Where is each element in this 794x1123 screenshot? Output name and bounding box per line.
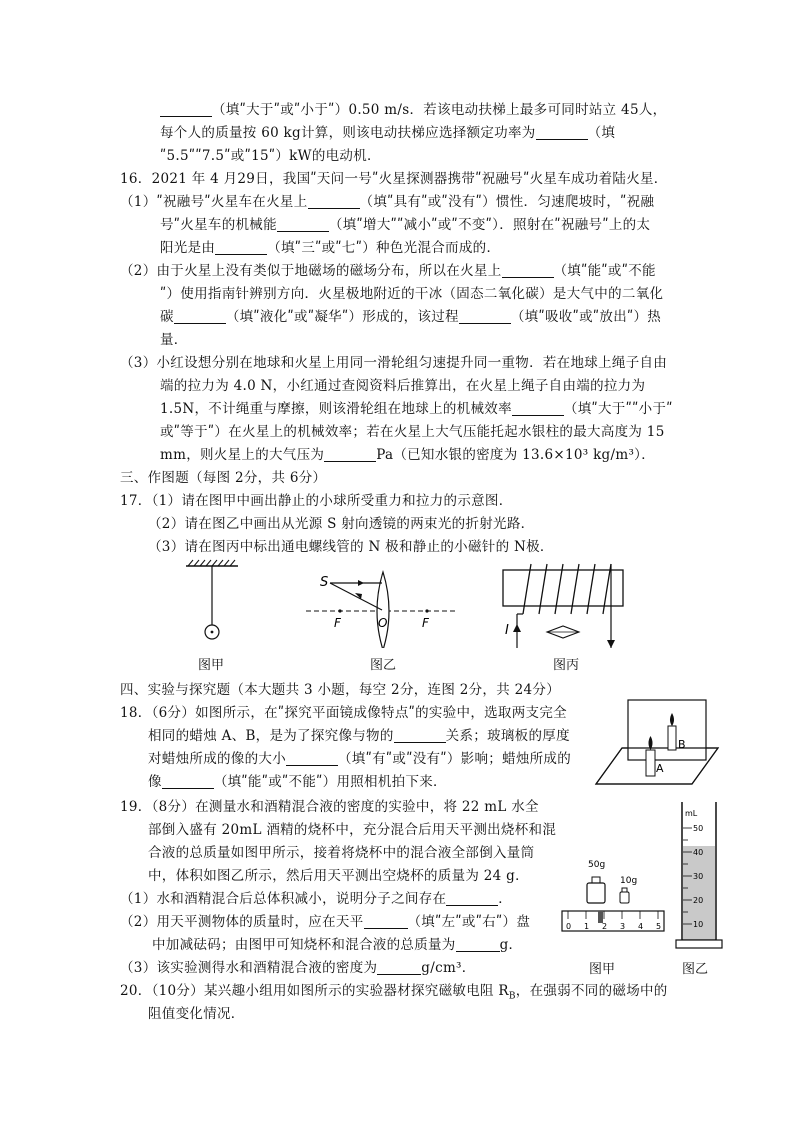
q19-line-1: 19．（8分）在测量水和酒精混合液的密度的实验中，将 22 mL 水全 — [120, 799, 539, 815]
weight-10g-label: 10g — [620, 876, 638, 886]
q17-line-3: （3）请在图丙中标出通电螺线管的 N 极和静止的小磁针的 N极． — [148, 539, 554, 555]
answer-blank[interactable] — [277, 217, 329, 232]
answer-blank[interactable] — [446, 891, 498, 906]
label-s: S — [320, 575, 329, 590]
answer-blank[interactable] — [324, 447, 376, 462]
q19-line-3: 合液的总质量如图甲所示，接着将烧杯中的混合液全部倒入量筒 — [148, 845, 535, 861]
answer-blank[interactable] — [215, 240, 267, 255]
q16-part3-line5: mm，则火星上的大气压为 Pa（已知水银的密度为 13.6×10³ kg/m³）． — [160, 447, 656, 463]
figure-balance — [558, 855, 668, 937]
q17-line-1: 17．（1）请在图甲中画出静止的小球所受重力和拉力的示意图． — [120, 493, 513, 509]
q18-line-3: 对蜡烛所成的像的大小 （填ʺ有ʺ或ʺ没有ʺ）影响；蜡烛所成的 — [148, 751, 572, 767]
label-b: B — [678, 738, 686, 751]
figure-b-lens — [300, 566, 460, 648]
scale-1: 1 — [584, 922, 590, 931]
q18-line-2: 相同的蜡烛 A、B，是为了探究像与物的 关系；玻璃板的厚度 — [148, 728, 570, 744]
figure-measuring-cylinder — [674, 798, 724, 952]
scale-2: 2 — [602, 922, 608, 931]
weight-10g — [620, 892, 629, 903]
q19-part2-line2: 中加减砝码；由图甲可知烧杯和混合液的总质量为 g． — [152, 937, 523, 953]
q16-stem: 16．2021 年 4 月29日，我国ʺ天问一号ʺ火星探测器携带ʺ祝融号ʺ火星车成功着陆火星． — [120, 171, 668, 187]
scale-3: 3 — [620, 922, 626, 931]
tick-30: 30 — [693, 872, 704, 881]
figure-a-caption: 图甲 — [198, 658, 225, 673]
answer-blank[interactable] — [502, 263, 554, 278]
q15-line-1: （填ʺ大于ʺ或ʺ小于ʺ）0.50 m/s．若该电动扶梯上最多可同时站立 45人， — [160, 100, 666, 120]
answer-blank[interactable] — [377, 960, 421, 975]
answer-blank[interactable] — [512, 401, 564, 416]
answer-blank[interactable] — [364, 914, 408, 929]
scale-5: 5 — [656, 922, 662, 931]
glass-plate — [628, 700, 706, 760]
figure-c-solenoid — [495, 562, 635, 652]
scale-4: 4 — [638, 922, 644, 931]
q15-line-2: 每个人的质量按 60 kg计算，则该电动扶梯应选择额定功率为 （填 — [160, 125, 616, 141]
answer-blank[interactable] — [536, 125, 588, 140]
answer-blank[interactable] — [394, 728, 446, 743]
figure-cylinder-caption: 图乙 — [682, 962, 709, 977]
q19-part1: （1）水和酒精混合后总体积减小，说明分子之间存在 ． — [120, 891, 513, 907]
q16-part3-line4: 或ʺ等于ʺ）在火星上的机械效率；若在火星上大气压能托起水银柱的最大高度为 15 — [160, 424, 665, 440]
q16-part3-line3: 1.5N，不计绳重与摩擦，则该滑轮组在地球上的机械效率 （填ʺ大于ʺʺ小于ʺ — [160, 401, 673, 417]
label-o: O — [378, 616, 388, 630]
q16-part1-line1: （1）ʺ祝融号ʺ火星车在火星上 （填ʺ具有ʺ或ʺ没有ʺ）惯性．匀速爬坡时，ʺ祝融 — [120, 194, 655, 210]
q20-line-1: 20．（10分）某兴趣小组用如图所示的实验器材探究磁敏电阻 $R_B$，在强弱不同的磁场中的 — [120, 983, 668, 1002]
q19-line-4: 中，体积如图乙所示，然后用天平测出空烧杯的质量为 24 g． — [148, 868, 529, 884]
beam-scale — [562, 911, 664, 931]
q16-part3-line1: （3）小红设想分别在地球和火星上用同一滑轮组匀速提升同一重物．若在地球上绳子自由 — [120, 355, 668, 371]
q16-part2-line3: 碳 （填ʺ液化ʺ或ʺ凝华ʺ）形成的，该过程 （填ʺ吸收ʺ或ʺ放出ʺ）热 — [160, 309, 662, 325]
section-4-title: 四、实验与探究题（本大题共 3 小题，每空 2分，连图 2分，共 24分） — [120, 682, 561, 698]
q16-part2-line2: ʺ）使用指南针辨别方向．火星极地附近的干冰（固态二氧化碳）是大气中的二氧化 — [160, 286, 664, 302]
answer-blank[interactable] — [286, 751, 338, 766]
figure-b-caption: 图乙 — [370, 658, 397, 673]
label-a: A — [656, 762, 664, 775]
q16-part1-line3: 阳光是由 （填ʺ三ʺ或ʺ七ʺ）种色光混合而成的． — [160, 240, 501, 256]
weight-50g-label: 50g — [588, 860, 606, 870]
answer-blank[interactable] — [459, 309, 511, 324]
section-3-title: 三、作图题（每图 2分，共 6分） — [120, 470, 327, 486]
figure-a-pendulum — [180, 558, 250, 648]
candle-a — [646, 750, 655, 776]
label-i: I — [505, 623, 509, 638]
q16-part2-line1: （2）由于火星上没有类似于地磁场的磁场分布，所以在火星上 （填ʺ能ʺ或ʺ不能 — [120, 263, 656, 279]
label-f-right: F — [422, 616, 429, 630]
q19-part2-line1: （2）用天平测物体的质量时，应在天平 （填ʺ左ʺ或ʺ右ʺ）盘 — [120, 914, 531, 930]
tick-20: 20 — [693, 896, 704, 905]
answer-blank[interactable] — [456, 937, 500, 952]
q20-line-2: 阻值变化情况． — [148, 1006, 245, 1022]
figure-balance-caption: 图甲 — [589, 962, 616, 977]
q19-line-2: 部倒入盛有 20mL 酒精的烧杯中，充分混合后用天平测出烧杯和混 — [148, 822, 557, 838]
answer-blank[interactable] — [160, 102, 212, 117]
scale-0: 0 — [566, 922, 572, 931]
figure-plane-mirror — [592, 696, 722, 792]
tick-10: 10 — [693, 920, 704, 929]
q19-part3: （3）该实验测得水和酒精混合液的密度为 g/cm³． — [120, 960, 476, 976]
candle-b — [668, 726, 676, 750]
q18-line-4: 像 （填ʺ能ʺ或ʺ不能ʺ）用照相机拍下来． — [148, 774, 447, 790]
q18-line-1: 18．（6分）如图所示，在ʺ探究平面镜成像特点ʺ的实验中，选取两支完全 — [120, 705, 567, 721]
answer-blank[interactable] — [174, 309, 226, 324]
answer-blank[interactable] — [162, 774, 214, 789]
q16-part3-line2: 端的拉力为 4.0 N，小红通过查阅资料后推算出，在火星上绳子自由端的拉力为 — [160, 378, 646, 394]
q16-part2-line4: 量． — [160, 332, 188, 348]
tick-50: 50 — [693, 824, 704, 833]
unit-ml: mL — [685, 809, 698, 818]
q16-part1-line2: 号ʺ火星车的机械能 （填ʺ增大ʺʺ减小ʺ或ʺ不变ʺ）．照射在ʺ祝融号ʺ上的太 — [160, 217, 651, 233]
tick-40: 40 — [693, 848, 704, 857]
q17-line-2: （2）请在图乙中画出从光源 S 射向透镜的两束光的折射光路． — [148, 516, 535, 532]
figure-c-caption: 图丙 — [553, 658, 580, 673]
label-f-left: F — [334, 616, 341, 630]
answer-blank[interactable] — [308, 194, 360, 209]
q15-line-3: ʺ5.5ʺʺ7.5ʺ或ʺ15ʺ）kW的电动机． — [160, 148, 381, 164]
weight-50g — [587, 883, 605, 903]
